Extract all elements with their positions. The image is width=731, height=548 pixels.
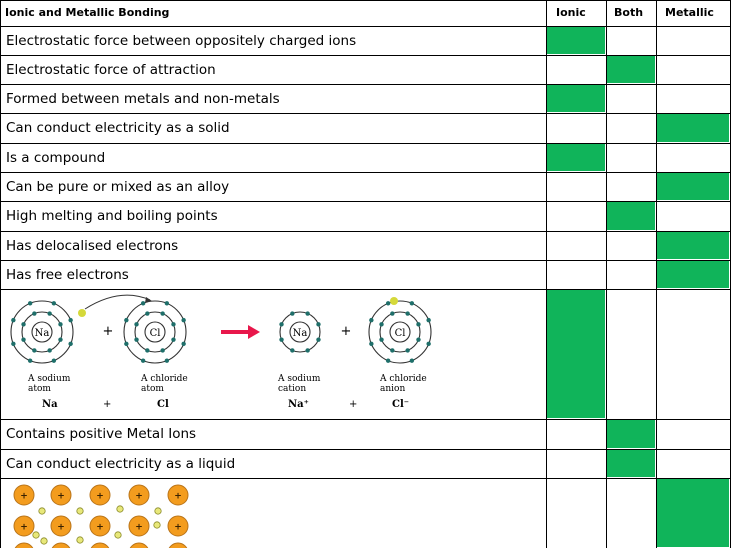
ion-formula: Na — [42, 399, 58, 410]
ionic-bonding-diagram — [11, 295, 431, 363]
row-statement: Electrostatic force between oppositely charged ions — [6, 32, 357, 49]
atom-na-ion — [279, 311, 320, 352]
free-electron — [117, 506, 123, 512]
column-header-metallic: Metallic — [665, 6, 714, 19]
svg-text:+: + — [174, 491, 182, 502]
svg-text:+: + — [57, 522, 65, 533]
ion-caption: atom — [28, 384, 51, 394]
svg-text:Na: Na — [34, 328, 50, 339]
metal-ion — [168, 485, 188, 505]
metal-ion — [14, 543, 34, 548]
row-statement: Can be pure or mixed as an alloy — [6, 178, 230, 195]
answer-fill-metallic — [657, 261, 729, 288]
formula-plus: + — [349, 399, 358, 410]
svg-text:+: + — [340, 324, 352, 339]
svg-text:+: + — [20, 522, 28, 533]
answer-fill-ionic — [547, 85, 605, 112]
free-electron — [33, 532, 39, 538]
answer-fill-ionic — [547, 290, 605, 418]
svg-text:+: + — [96, 522, 104, 533]
row-statement: Electrostatic force of attraction — [6, 61, 216, 78]
metal-ion — [90, 485, 110, 505]
answer-fill-both — [607, 56, 655, 83]
metal-ion — [14, 516, 34, 536]
svg-text:Cl: Cl — [394, 328, 406, 339]
answer-fill-both — [607, 420, 655, 448]
metal-ion — [129, 485, 149, 505]
formula-plus: + — [103, 399, 112, 410]
ion-caption: anion — [380, 384, 406, 394]
free-electron — [115, 532, 121, 538]
row-statement: Can conduct electricity as a liquid — [6, 455, 236, 472]
free-electron — [39, 508, 45, 514]
answer-fill-metallic — [657, 232, 729, 259]
row-statement: Has delocalised electrons — [6, 237, 179, 254]
answer-fill-ionic — [547, 27, 605, 54]
atom-cl — [124, 301, 186, 363]
metal-ion — [90, 516, 110, 536]
metal-ion — [51, 543, 71, 548]
table-title: Ionic and Metallic Bonding — [5, 6, 170, 19]
answer-fill-metallic — [657, 114, 729, 142]
metal-ion — [129, 516, 149, 536]
metal-ion — [51, 485, 71, 505]
metal-ion — [14, 485, 34, 505]
atom-na — [11, 301, 73, 363]
svg-text:+: + — [57, 491, 65, 502]
svg-text:+: + — [20, 491, 28, 502]
svg-text:+: + — [135, 491, 143, 502]
free-electron — [155, 508, 161, 514]
answer-fill-both — [607, 450, 655, 477]
free-electron — [77, 537, 83, 543]
svg-text:+: + — [135, 522, 143, 533]
ion-caption: A sodium — [28, 374, 71, 384]
ion-caption: cation — [278, 384, 307, 394]
answer-fill-metallic — [657, 173, 729, 200]
free-electron — [77, 508, 83, 514]
svg-text:Cl: Cl — [149, 328, 161, 339]
ion-caption: A chloride — [141, 374, 188, 384]
row-statement: Contains positive Metal Ions — [6, 426, 197, 442]
column-header-ionic: Ionic — [556, 6, 586, 19]
metal-ion — [168, 543, 188, 548]
metal-ion — [129, 543, 149, 548]
answer-fill-ionic — [547, 144, 605, 171]
row-statement: Can conduct electricity as a solid — [6, 120, 230, 136]
free-electron — [41, 538, 47, 544]
ion-formula: Cl — [157, 399, 169, 410]
row-statement: High melting and boiling points — [6, 208, 218, 224]
svg-text:Na: Na — [292, 328, 308, 339]
svg-text:+: + — [96, 491, 104, 502]
metallic-lattice-diagram — [14, 485, 188, 548]
metal-ion — [51, 516, 71, 536]
row-statement: Formed between metals and non-metals — [6, 90, 280, 107]
free-electron — [154, 522, 160, 528]
answer-fill-metallic — [657, 479, 729, 547]
metal-ion — [168, 516, 188, 536]
ion-caption: atom — [141, 384, 164, 394]
svg-text:+: + — [102, 324, 114, 339]
metal-ion — [90, 543, 110, 548]
row-statement: Has free electrons — [6, 266, 129, 283]
atom-cl-ion — [369, 301, 431, 363]
column-header-both: Both — [614, 6, 644, 19]
ion-caption: A chloride — [380, 374, 427, 384]
answer-fill-both — [607, 202, 655, 230]
ion-formula: Na⁺ — [288, 399, 309, 410]
ion-formula: Cl⁻ — [392, 399, 410, 410]
svg-text:+: + — [174, 522, 182, 533]
row-statement: Is a compound — [6, 149, 106, 166]
ion-caption: A sodium — [278, 374, 321, 384]
